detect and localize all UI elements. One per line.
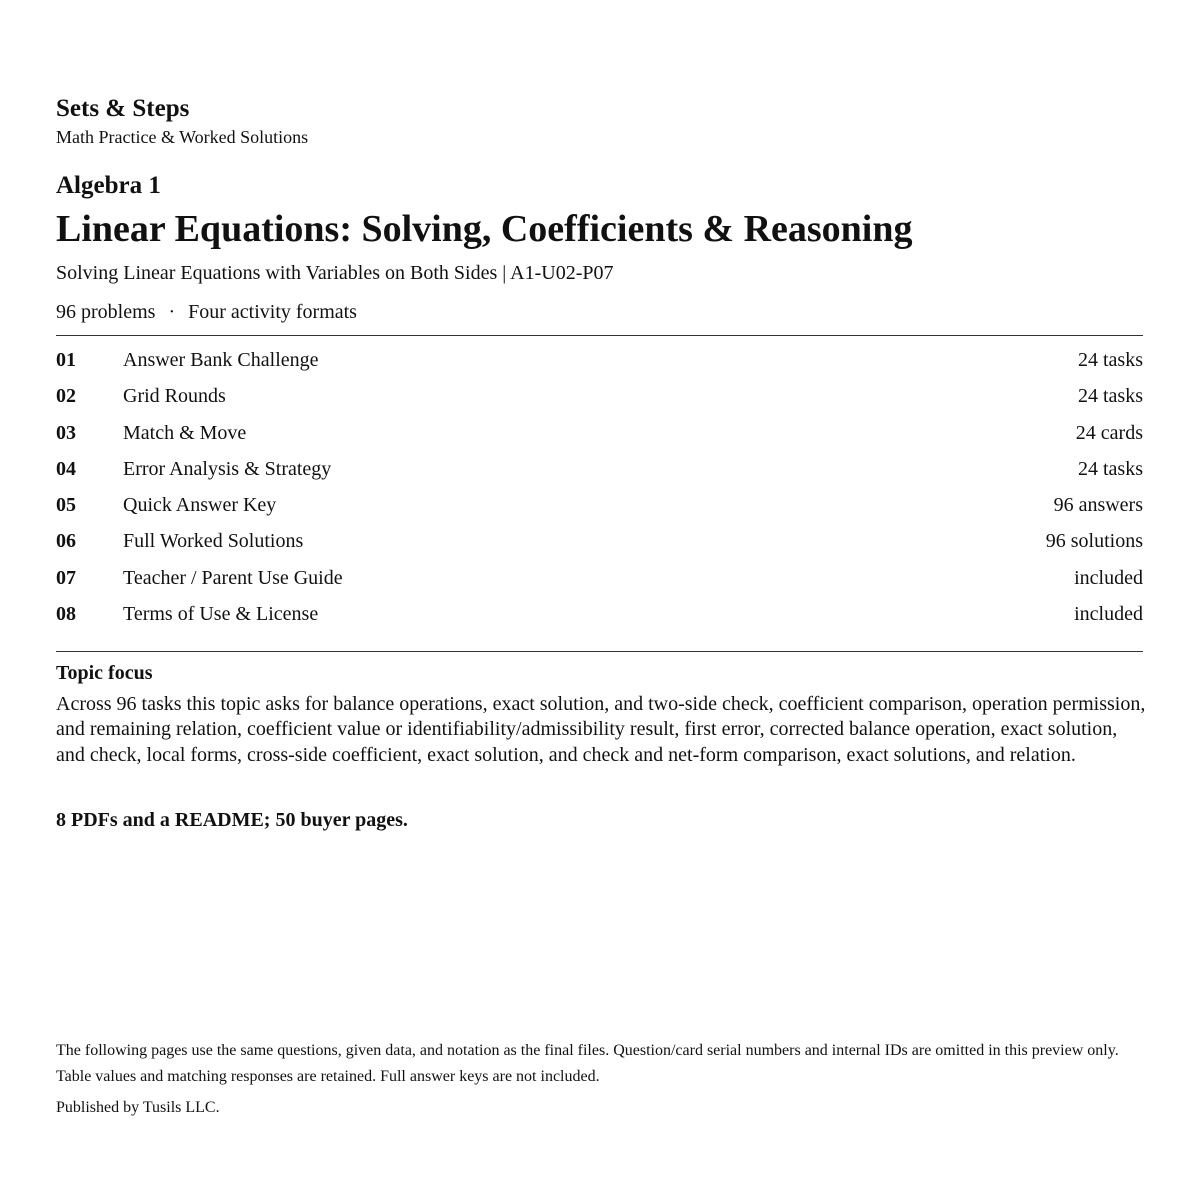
item-number: 04 [56, 457, 76, 480]
item-number: 07 [56, 566, 76, 589]
page-title: Linear Equations: Solving, Coefficients & Reasoning [56, 208, 913, 250]
item-name: Match & Move [123, 421, 247, 444]
list-item [56, 415, 1143, 451]
product-summary [56, 299, 357, 325]
list-item [56, 342, 1143, 378]
item-name: Error Analysis & Strategy [123, 457, 332, 480]
item-count: included [1074, 566, 1143, 589]
divider-top [56, 335, 1143, 336]
item-count: 24 cards [1075, 421, 1143, 444]
brand-name: Sets & Steps [56, 95, 190, 122]
contents-list [56, 342, 1143, 632]
problem-count: 96 problems [56, 301, 156, 323]
item-name: Quick Answer Key [123, 494, 277, 517]
separator-dot: · [168, 301, 176, 323]
list-item [56, 487, 1143, 523]
item-count: included [1074, 603, 1143, 626]
item-count: 24 tasks [1078, 349, 1143, 371]
item-number: 02 [56, 385, 76, 408]
brand-tagline: Math Practice & Worked Solutions [56, 127, 309, 147]
item-name: Answer Bank Challenge [123, 349, 319, 371]
item-count: 96 solutions [1045, 530, 1143, 553]
item-number: 05 [56, 494, 76, 517]
item-name: Grid Rounds [123, 385, 226, 408]
list-item [56, 596, 1143, 632]
list-item [56, 560, 1143, 596]
publisher-note: Published by Tusils LLC. [56, 1099, 220, 1116]
preview-disclaimer: The following pages use the same questions, given data, and notation as the final files. Question/card serial numbers and internal IDs are omitted in this preview only. Table values and matching responses are retained. Full answer keys are not included. [56, 1042, 1119, 1085]
files-note: 8 PDFs and a README; 50 buyer pages. [56, 809, 408, 831]
item-name: Full Worked Solutions [123, 530, 304, 553]
activity-formats: Four activity formats [188, 301, 357, 323]
product-preview-page [56, 0, 1146, 1200]
item-count: 24 tasks [1078, 457, 1143, 480]
item-count: 96 answers [1053, 494, 1143, 517]
item-count: 24 tasks [1078, 385, 1143, 408]
page-subtitle: Solving Linear Equations with Variables on Both Sides | A1-U02-P07 [56, 262, 614, 284]
item-number: 06 [56, 530, 76, 553]
list-item [56, 378, 1143, 414]
topic-focus-heading: Topic focus [56, 662, 153, 684]
item-name: Teacher / Parent Use Guide [123, 566, 343, 589]
topic-focus-text: Across 96 tasks this topic asks for balance operations, exact solution, and two-side check, coefficient comparison, operation permission, and remaining relation, coefficient value or identifiability/admissibility result, first error, corrected balance operation, exact solution, and check, local forms, cross-side coefficient, exact solution, and check and net-form comparison, exact solutions, and relation. [56, 693, 1146, 766]
item-number: 08 [56, 603, 76, 626]
divider-bottom [56, 651, 1143, 652]
course-name: Algebra 1 [56, 172, 161, 199]
item-number: 01 [56, 349, 76, 371]
item-number: 03 [56, 421, 76, 444]
list-item [56, 451, 1143, 487]
list-item [56, 523, 1143, 559]
item-name: Terms of Use & License [123, 603, 319, 626]
